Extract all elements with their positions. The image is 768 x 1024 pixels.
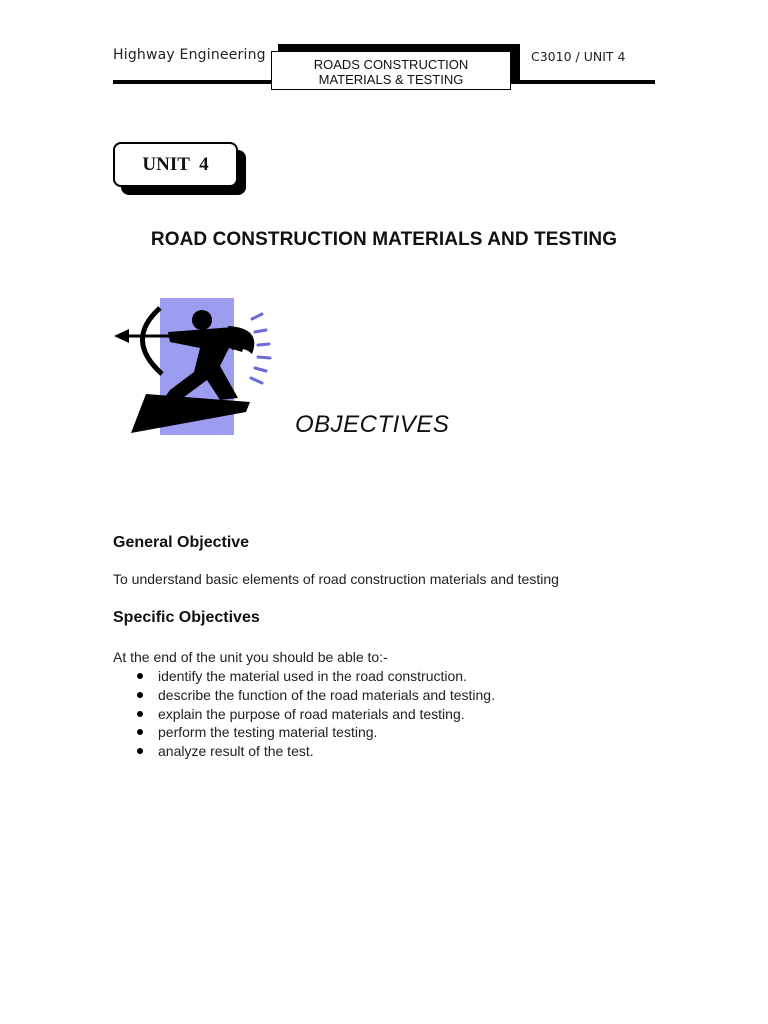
header-course-title: Highway Engineering	[113, 47, 266, 63]
header-topic-line-1: ROADS CONSTRUCTION	[313, 57, 469, 72]
specific-objectives-list	[137, 667, 495, 761]
header-topic-line-2: MATERIALS & TESTING	[318, 72, 464, 87]
header-topic-box	[271, 51, 511, 90]
list-item: identify the material used in the road construction.	[137, 667, 495, 686]
list-item: explain the purpose of road materials and testing.	[137, 705, 495, 724]
archer-icon	[110, 290, 280, 440]
header-unit-code: C3010 / UNIT 4	[531, 49, 626, 64]
list-item: analyze result of the test.	[137, 742, 495, 761]
specific-objectives-heading: Specific Objectives	[113, 609, 260, 626]
general-objective-heading: General Objective	[113, 534, 250, 551]
general-objective-text: To understand basic elements of road construction materials and testing	[113, 571, 559, 587]
unit-label: UNIT 4	[113, 142, 238, 187]
objectives-heading: OBJECTIVES	[295, 411, 450, 438]
list-item: perform the testing material testing.	[137, 723, 495, 742]
list-item: describe the function of the road materials and testing.	[137, 686, 495, 705]
page-title: ROAD CONSTRUCTION MATERIALS AND TESTING	[150, 229, 618, 250]
specific-objectives-intro: At the end of the unit you should be able to:-	[113, 649, 388, 665]
